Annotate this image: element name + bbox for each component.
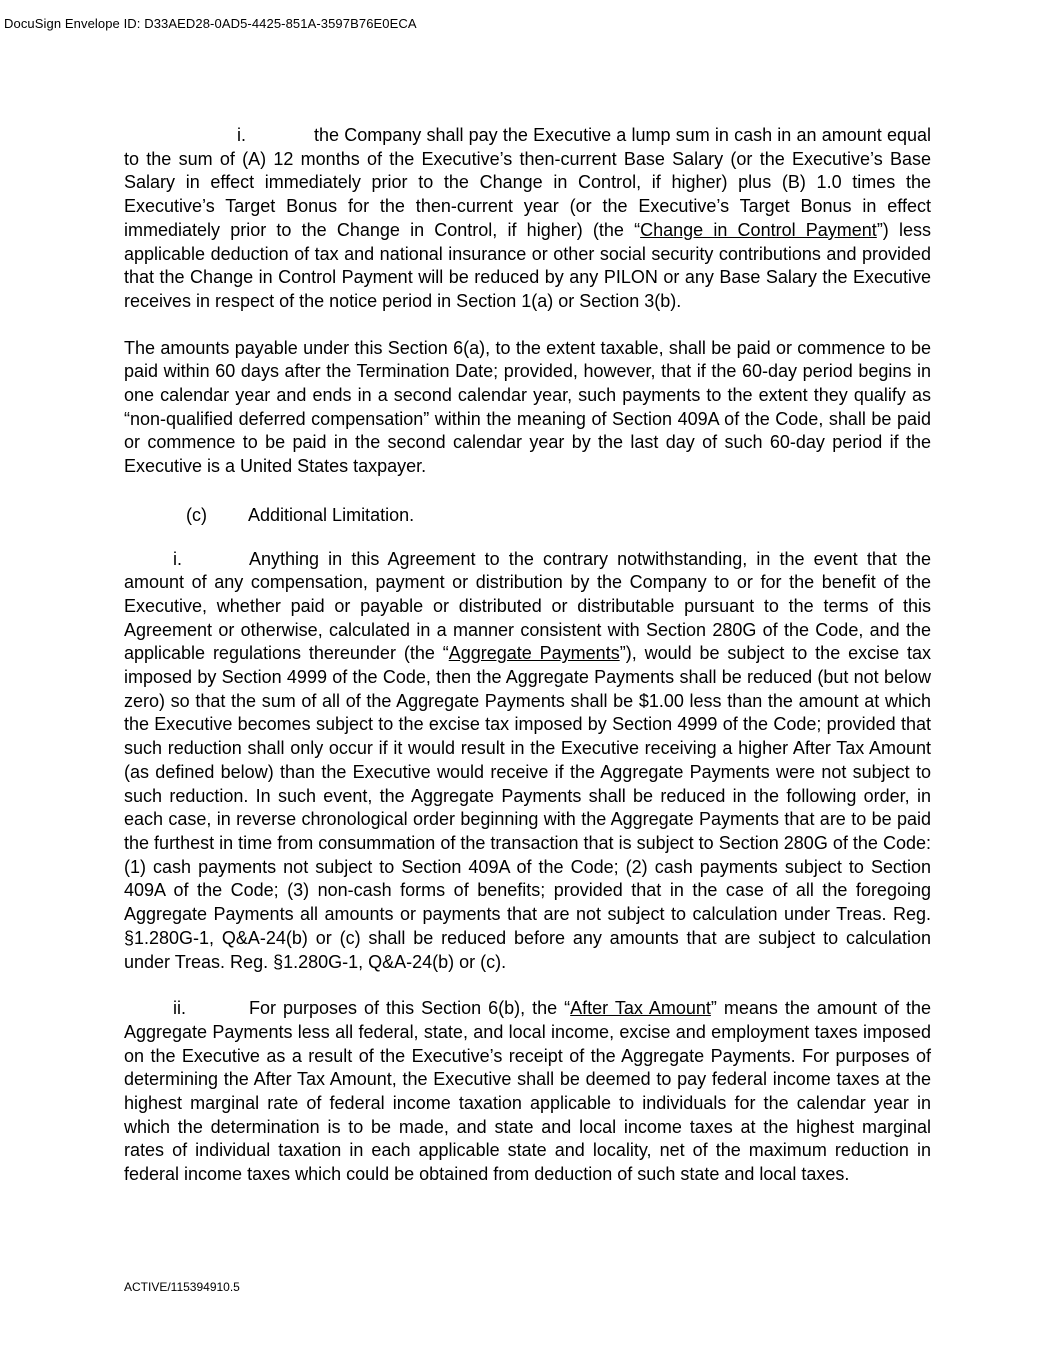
section-label: (c) (186, 504, 207, 525)
paragraph-text-pre: For purposes of this Section 6(b), the “ (249, 998, 571, 1019)
paragraph-text-post: ” means the amount of the Aggregate Payments less all federal, state, and local income, excise and employment taxes imposed on the Executive as a result of the Executive’s receipt of the Aggregate Payments. For purposes of determining the After Tax Amount, the Executive shall be deemed to pay federal income taxes at the highest marginal rate of federal income taxation applicable to individuals for the calendar year in which the determination is to be made, and state and local income taxes at the highest marginal rates of individual taxation in each applicable state and locality, net of the maximum reduction in federal income taxes which could be obtained from deduction of such state and local taxes. (124, 998, 931, 1185)
paragraph-text-pre: Anything in this Agreement to the contrary notwithstanding, in the event that the amount of any compensation, payment or distribution by the Company to or for the benefit of the Executive, whether paid or payable or distributed or distributable pursuant to the terms of this Agreement or otherwise, calculated in a manner consistent with Section 280G of the Code, and the applicable regulations thereunder (the “ (124, 548, 931, 664)
item-number: i. (173, 548, 182, 569)
document-footer-id: ACTIVE/115394910.5 (124, 1280, 240, 1294)
paragraph-text-pre: the Company shall pay the Executive a lump sum in cash in an amount equal to the sum of (A) 12 months of the Executive’s then-current Base Salary (or the Executive’s Base Salary in effect immediately prior to the Change in Control, if higher) plus (B) 1.0 times the Executive’s Target Bonus for the then-current year (or the Executive’s Target Bonus in effect immediately prior to the Change in Control, if higher) (the “ (124, 125, 931, 240)
paragraph-after-tax-amount (124, 997, 931, 1187)
defined-term: After Tax Amount (570, 998, 711, 1019)
defined-term: Aggregate Payments (448, 643, 620, 664)
defined-term: Change in Control Payment (640, 219, 877, 240)
item-number: ii. (173, 998, 186, 1019)
section-title: Additional Limitation. (248, 504, 415, 525)
paragraph-payment-timing: The amounts payable under this Section 6(a), to the extent taxable, shall be paid or commence to be paid within 60 days after the Termination Date; provided, however, that if the 60-day period begins in one calendar year and ends in a second calendar year, such payments to the extent they qualify as “non-qualified deferred compensation” within the meaning of Section 409A of the Code, shall be paid or commence to be paid in the second calendar year by the last day of such 60-day period if the Executive is a United States taxpayer. (124, 337, 931, 477)
section-heading-additional-limitation (124, 504, 931, 528)
docusign-envelope-id: DocuSign Envelope ID: D33AED28-0AD5-4425-851A-3597B76E0ECA (4, 16, 417, 31)
paragraph-change-in-control-payment (124, 124, 931, 314)
paragraph-text-post: ”), would be subject to the excise tax imposed by Section 4999 of the Code, then the Aggregate Payments shall be reduced (but not below zero) so that the sum of all of the Aggregate Payments shall be $1.00 less than the amount at which the Executive becomes subject to the excise tax imposed by Section 4999 of the Code; provided that such reduction shall only occur if it would result in the Executive receiving a higher After Tax Amount (as defined below) than the Executive would receive if the Aggregate Payments were not subject to such reduction. In such event, the Aggregate Payments shall be reduced in the following order, in each case, in reverse chronological order beginning with the Aggregate Payments that are to be paid the furthest in time from consummation of the transaction that is subject to Section 280G of the Code: (1) cash payments not subject to Section 409A of the Code; (2) cash payments subject to Section 409A of the Code; (3) non-cash forms of benefits; provided that in the case of all the foregoing Aggregate Payments all amounts or payments that are not subject to calculation under Treas. Reg. §1.280G-1, Q&A-24(b) or (c) shall be reduced before any amounts that are subject to calculation under Treas. Reg. §1.280G-1, Q&A-24(b) or (c). (124, 643, 931, 972)
document-body (124, 124, 931, 1187)
item-number: i. (237, 125, 246, 145)
paragraph-text-post: ”) less applicable deduction of tax and national insurance or other social security contributions and provided that the Change in Control Payment will be reduced by any PILON or any Base Salary the Executive receives in respect of the notice period in Section 1(a) or Section 3(b). (124, 219, 932, 311)
paragraph-aggregate-payments (124, 548, 931, 975)
